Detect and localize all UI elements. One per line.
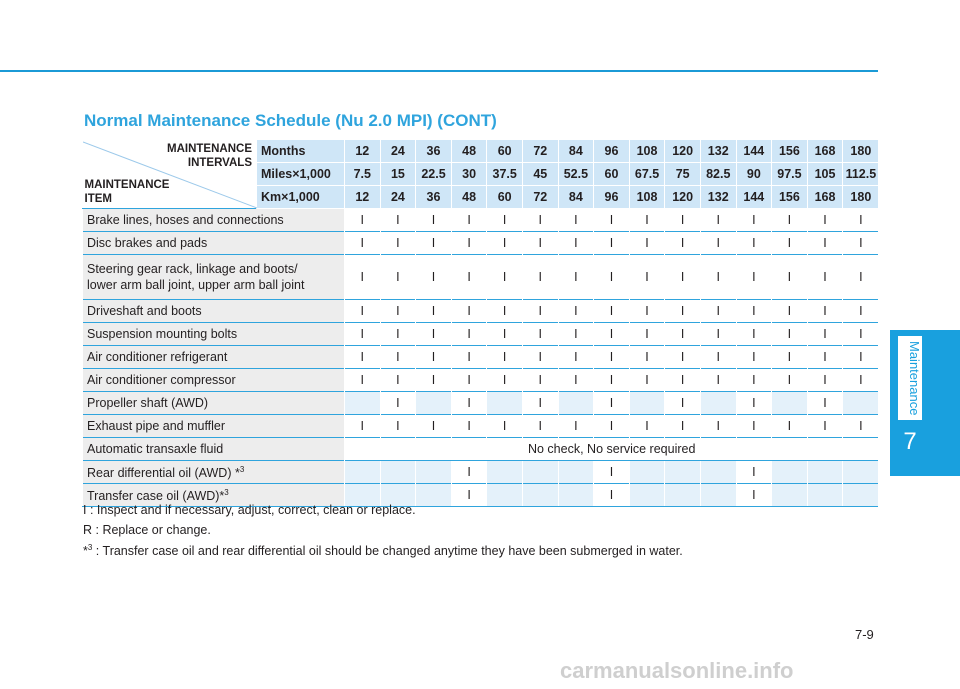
schedule-cell bbox=[772, 392, 808, 415]
schedule-cell: I bbox=[736, 300, 772, 323]
schedule-cell: I bbox=[451, 323, 487, 346]
schedule-cell bbox=[665, 461, 701, 484]
schedule-cell: I bbox=[451, 461, 487, 484]
schedule-cell: I bbox=[380, 392, 416, 415]
interval-value: 156 bbox=[772, 186, 808, 209]
chapter-tab-number: 7 bbox=[903, 428, 917, 455]
item-name: Air conditioner compressor bbox=[83, 369, 345, 392]
schedule-cell: I bbox=[665, 415, 701, 438]
schedule-cell: I bbox=[736, 232, 772, 255]
interval-value: 67.5 bbox=[629, 163, 665, 186]
schedule-cell: I bbox=[843, 369, 879, 392]
schedule-cell bbox=[522, 484, 558, 507]
schedule-cell: I bbox=[736, 415, 772, 438]
table-row bbox=[83, 209, 879, 232]
interval-value: 60 bbox=[594, 163, 630, 186]
schedule-cell: I bbox=[629, 255, 665, 300]
schedule-cell: I bbox=[380, 346, 416, 369]
schedule-cell: I bbox=[594, 392, 630, 415]
schedule-cell: I bbox=[736, 392, 772, 415]
schedule-cell: I bbox=[629, 323, 665, 346]
legend-replace: R : Replace or change. bbox=[83, 523, 211, 537]
item-name: Disc brakes and pads bbox=[83, 232, 345, 255]
page-number: 7-9 bbox=[855, 627, 874, 642]
interval-value: 144 bbox=[736, 186, 772, 209]
schedule-cell: I bbox=[416, 300, 452, 323]
schedule-cell bbox=[558, 392, 594, 415]
interval-unit-label: Km×1,000 bbox=[257, 186, 345, 209]
schedule-cell bbox=[629, 392, 665, 415]
schedule-cell: I bbox=[629, 300, 665, 323]
schedule-cell: I bbox=[594, 255, 630, 300]
schedule-cell: I bbox=[807, 209, 843, 232]
schedule-cell: I bbox=[416, 323, 452, 346]
interval-value: 105 bbox=[807, 163, 843, 186]
schedule-cell: I bbox=[558, 346, 594, 369]
schedule-cell: I bbox=[594, 346, 630, 369]
interval-value: 24 bbox=[380, 140, 416, 163]
schedule-cell: I bbox=[700, 209, 736, 232]
schedule-cell: I bbox=[345, 415, 381, 438]
schedule-cell: I bbox=[700, 346, 736, 369]
chapter-tab-label: Maintenance bbox=[898, 336, 922, 420]
schedule-cell: I bbox=[594, 232, 630, 255]
interval-value: 96 bbox=[594, 186, 630, 209]
item-name: Exhaust pipe and muffler bbox=[83, 415, 345, 438]
schedule-cell bbox=[843, 484, 879, 507]
schedule-cell: I bbox=[487, 369, 523, 392]
schedule-cell: I bbox=[665, 369, 701, 392]
schedule-cell: I bbox=[843, 255, 879, 300]
schedule-cell: I bbox=[700, 255, 736, 300]
schedule-cell: I bbox=[522, 415, 558, 438]
item-caption: MAINTENANCE ITEM bbox=[84, 179, 170, 205]
schedule-cell: I bbox=[380, 415, 416, 438]
schedule-cell bbox=[843, 392, 879, 415]
schedule-cell: I bbox=[736, 255, 772, 300]
item-name: Rear differential oil (AWD) *$^3$ bbox=[83, 461, 345, 484]
interval-value: 36 bbox=[416, 140, 452, 163]
schedule-cell bbox=[700, 484, 736, 507]
interval-value: 48 bbox=[451, 140, 487, 163]
schedule-cell: I bbox=[345, 300, 381, 323]
schedule-cell: I bbox=[522, 209, 558, 232]
item-name: Air conditioner refrigerant bbox=[83, 346, 345, 369]
interval-value: 30 bbox=[451, 163, 487, 186]
interval-value: 7.5 bbox=[345, 163, 381, 186]
schedule-cell: I bbox=[416, 209, 452, 232]
table-row bbox=[83, 415, 879, 438]
interval-value: 48 bbox=[451, 186, 487, 209]
interval-value: 72 bbox=[522, 140, 558, 163]
interval-value: 82.5 bbox=[700, 163, 736, 186]
item-name: Automatic transaxle fluid bbox=[83, 438, 345, 461]
schedule-cell bbox=[772, 461, 808, 484]
schedule-cell bbox=[345, 461, 381, 484]
span-note: No check, No service required bbox=[345, 438, 879, 461]
schedule-cell: I bbox=[665, 255, 701, 300]
table-row bbox=[83, 461, 879, 484]
table-row bbox=[83, 323, 879, 346]
schedule-cell bbox=[416, 392, 452, 415]
schedule-cell: I bbox=[345, 209, 381, 232]
schedule-cell: I bbox=[807, 415, 843, 438]
schedule-cell: I bbox=[522, 323, 558, 346]
item-name: Transfer case oil (AWD)*$^3$ bbox=[83, 484, 345, 507]
interval-value: 52.5 bbox=[558, 163, 594, 186]
schedule-cell: I bbox=[629, 209, 665, 232]
schedule-cell: I bbox=[487, 323, 523, 346]
interval-value: 84 bbox=[558, 140, 594, 163]
schedule-cell: I bbox=[487, 415, 523, 438]
legend-inspect: I : Inspect and if necessary, adjust, correct, clean or replace. bbox=[83, 503, 416, 517]
schedule-cell: I bbox=[558, 369, 594, 392]
interval-value: 60 bbox=[487, 140, 523, 163]
schedule-cell bbox=[345, 392, 381, 415]
schedule-cell: I bbox=[629, 346, 665, 369]
schedule-cell: I bbox=[665, 323, 701, 346]
schedule-cell bbox=[487, 392, 523, 415]
item-name: Suspension mounting bolts bbox=[83, 323, 345, 346]
schedule-cell bbox=[380, 461, 416, 484]
schedule-cell: I bbox=[665, 346, 701, 369]
schedule-cell bbox=[522, 461, 558, 484]
interval-value: 22.5 bbox=[416, 163, 452, 186]
schedule-cell: I bbox=[522, 346, 558, 369]
schedule-cell: I bbox=[522, 232, 558, 255]
schedule-cell: I bbox=[700, 415, 736, 438]
interval-value: 72 bbox=[522, 186, 558, 209]
schedule-cell: I bbox=[345, 255, 381, 300]
schedule-cell: I bbox=[665, 209, 701, 232]
schedule-cell: I bbox=[700, 300, 736, 323]
schedule-cell: I bbox=[807, 232, 843, 255]
schedule-cell bbox=[487, 484, 523, 507]
schedule-cell bbox=[629, 461, 665, 484]
schedule-cell bbox=[700, 392, 736, 415]
interval-value: 132 bbox=[700, 186, 736, 209]
schedule-cell bbox=[700, 461, 736, 484]
schedule-cell: I bbox=[807, 346, 843, 369]
schedule-cell: I bbox=[629, 369, 665, 392]
schedule-cell: I bbox=[736, 461, 772, 484]
schedule-cell: I bbox=[772, 369, 808, 392]
schedule-cell: I bbox=[416, 346, 452, 369]
schedule-cell: I bbox=[807, 323, 843, 346]
schedule-cell: I bbox=[594, 323, 630, 346]
item-name: Steering gear rack, linkage and boots/ lower arm ball joint, upper arm ball joint bbox=[83, 255, 345, 300]
schedule-cell: I bbox=[380, 255, 416, 300]
schedule-cell: I bbox=[345, 232, 381, 255]
schedule-cell: I bbox=[380, 323, 416, 346]
schedule-cell: I bbox=[380, 209, 416, 232]
table-corner bbox=[83, 140, 257, 209]
watermark: carmanualsonline.info bbox=[560, 658, 794, 683]
page-title: Normal Maintenance Schedule (Nu 2.0 MPI) (CONT) bbox=[84, 111, 497, 130]
schedule-cell: I bbox=[772, 300, 808, 323]
schedule-cell: I bbox=[594, 300, 630, 323]
schedule-cell: I bbox=[736, 484, 772, 507]
schedule-cell: I bbox=[451, 415, 487, 438]
schedule-cell: I bbox=[558, 209, 594, 232]
schedule-cell: I bbox=[772, 255, 808, 300]
schedule-cell bbox=[558, 461, 594, 484]
schedule-cell bbox=[807, 461, 843, 484]
top-rule bbox=[0, 70, 878, 72]
table-row bbox=[83, 300, 879, 323]
schedule-cell: I bbox=[451, 346, 487, 369]
table-row bbox=[83, 369, 879, 392]
interval-value: 90 bbox=[736, 163, 772, 186]
table-row bbox=[83, 232, 879, 255]
schedule-cell: I bbox=[487, 346, 523, 369]
schedule-cell: I bbox=[451, 369, 487, 392]
schedule-cell: I bbox=[736, 346, 772, 369]
schedule-cell: I bbox=[558, 300, 594, 323]
schedule-cell: I bbox=[451, 255, 487, 300]
schedule-cell: I bbox=[807, 300, 843, 323]
interval-unit-label: Months bbox=[257, 140, 345, 163]
interval-value: 75 bbox=[665, 163, 701, 186]
schedule-cell: I bbox=[772, 415, 808, 438]
schedule-cell: I bbox=[558, 255, 594, 300]
schedule-cell: I bbox=[380, 232, 416, 255]
schedule-cell bbox=[665, 484, 701, 507]
interval-value: 12 bbox=[345, 140, 381, 163]
schedule-cell: I bbox=[451, 300, 487, 323]
schedule-cell: I bbox=[451, 484, 487, 507]
schedule-cell: I bbox=[665, 232, 701, 255]
schedule-cell: I bbox=[416, 232, 452, 255]
interval-value: 12 bbox=[345, 186, 381, 209]
schedule-cell: I bbox=[558, 232, 594, 255]
item-name: Brake lines, hoses and connections bbox=[83, 209, 345, 232]
interval-unit-label: Miles×1,000 bbox=[257, 163, 345, 186]
interval-value: 15 bbox=[380, 163, 416, 186]
schedule-cell: I bbox=[594, 209, 630, 232]
table-row bbox=[83, 438, 879, 461]
schedule-cell: I bbox=[345, 323, 381, 346]
footnote-3: *$^3$ : Transfer case oil and rear differential oil should be changed anytime they have been submerged in water. bbox=[83, 543, 683, 559]
schedule-cell: I bbox=[487, 300, 523, 323]
schedule-cell: I bbox=[487, 209, 523, 232]
schedule-cell: I bbox=[772, 346, 808, 369]
interval-value: 96 bbox=[594, 140, 630, 163]
schedule-cell: I bbox=[594, 369, 630, 392]
schedule-cell: I bbox=[736, 369, 772, 392]
schedule-cell: I bbox=[451, 392, 487, 415]
interval-value: 84 bbox=[558, 186, 594, 209]
schedule-cell: I bbox=[772, 232, 808, 255]
schedule-cell: I bbox=[843, 300, 879, 323]
schedule-cell: I bbox=[700, 323, 736, 346]
table-row bbox=[83, 346, 879, 369]
table-row bbox=[83, 392, 879, 415]
schedule-cell: I bbox=[665, 300, 701, 323]
maintenance-schedule-table bbox=[82, 140, 878, 507]
schedule-cell: I bbox=[843, 323, 879, 346]
schedule-cell: I bbox=[736, 209, 772, 232]
intervals-caption: MAINTENANCE INTERVALS bbox=[167, 143, 252, 169]
schedule-cell: I bbox=[736, 323, 772, 346]
schedule-cell: I bbox=[522, 392, 558, 415]
interval-value: 108 bbox=[629, 186, 665, 209]
schedule-cell: I bbox=[843, 232, 879, 255]
schedule-cell: I bbox=[416, 415, 452, 438]
schedule-cell: I bbox=[522, 369, 558, 392]
interval-value: 24 bbox=[380, 186, 416, 209]
interval-value: 120 bbox=[665, 186, 701, 209]
interval-value: 37.5 bbox=[487, 163, 523, 186]
interval-value: 45 bbox=[522, 163, 558, 186]
schedule-cell bbox=[629, 484, 665, 507]
interval-value: 180 bbox=[843, 186, 879, 209]
schedule-cell: I bbox=[843, 346, 879, 369]
schedule-cell: I bbox=[629, 415, 665, 438]
schedule-cell: I bbox=[665, 392, 701, 415]
schedule-cell: I bbox=[700, 369, 736, 392]
schedule-cell: I bbox=[416, 369, 452, 392]
schedule-cell bbox=[772, 484, 808, 507]
schedule-cell bbox=[487, 461, 523, 484]
interval-value: 97.5 bbox=[772, 163, 808, 186]
schedule-cell: I bbox=[558, 323, 594, 346]
schedule-cell: I bbox=[380, 369, 416, 392]
interval-value: 36 bbox=[416, 186, 452, 209]
schedule-cell: I bbox=[843, 415, 879, 438]
schedule-cell: I bbox=[487, 255, 523, 300]
schedule-cell: I bbox=[594, 484, 630, 507]
schedule-cell: I bbox=[807, 392, 843, 415]
interval-value: 120 bbox=[665, 140, 701, 163]
schedule-cell bbox=[558, 484, 594, 507]
schedule-cell: I bbox=[345, 346, 381, 369]
schedule-cell bbox=[807, 484, 843, 507]
interval-value: 112.5 bbox=[843, 163, 879, 186]
schedule-cell bbox=[843, 461, 879, 484]
schedule-cell: I bbox=[843, 209, 879, 232]
schedule-cell bbox=[416, 484, 452, 507]
interval-value: 168 bbox=[807, 186, 843, 209]
schedule-cell bbox=[416, 461, 452, 484]
schedule-cell: I bbox=[522, 255, 558, 300]
interval-value: 108 bbox=[629, 140, 665, 163]
schedule-cell: I bbox=[416, 255, 452, 300]
schedule-cell: I bbox=[594, 415, 630, 438]
schedule-cell: I bbox=[629, 232, 665, 255]
schedule-cell: I bbox=[380, 300, 416, 323]
interval-value: 132 bbox=[700, 140, 736, 163]
schedule-cell: I bbox=[772, 209, 808, 232]
interval-value: 156 bbox=[772, 140, 808, 163]
schedule-cell: I bbox=[451, 209, 487, 232]
schedule-cell: I bbox=[807, 255, 843, 300]
interval-value: 144 bbox=[736, 140, 772, 163]
item-name: Propeller shaft (AWD) bbox=[83, 392, 345, 415]
interval-value: 180 bbox=[843, 140, 879, 163]
schedule-cell: I bbox=[558, 415, 594, 438]
interval-value: 60 bbox=[487, 186, 523, 209]
schedule-cell: I bbox=[594, 461, 630, 484]
table-row bbox=[83, 255, 879, 300]
header-row bbox=[83, 140, 879, 163]
schedule-cell: I bbox=[700, 232, 736, 255]
schedule-cell: I bbox=[522, 300, 558, 323]
schedule-cell: I bbox=[807, 369, 843, 392]
interval-value: 168 bbox=[807, 140, 843, 163]
schedule-cell: I bbox=[451, 232, 487, 255]
schedule-cell: I bbox=[487, 232, 523, 255]
schedule-cell: I bbox=[345, 369, 381, 392]
item-name: Driveshaft and boots bbox=[83, 300, 345, 323]
schedule-cell: I bbox=[772, 323, 808, 346]
